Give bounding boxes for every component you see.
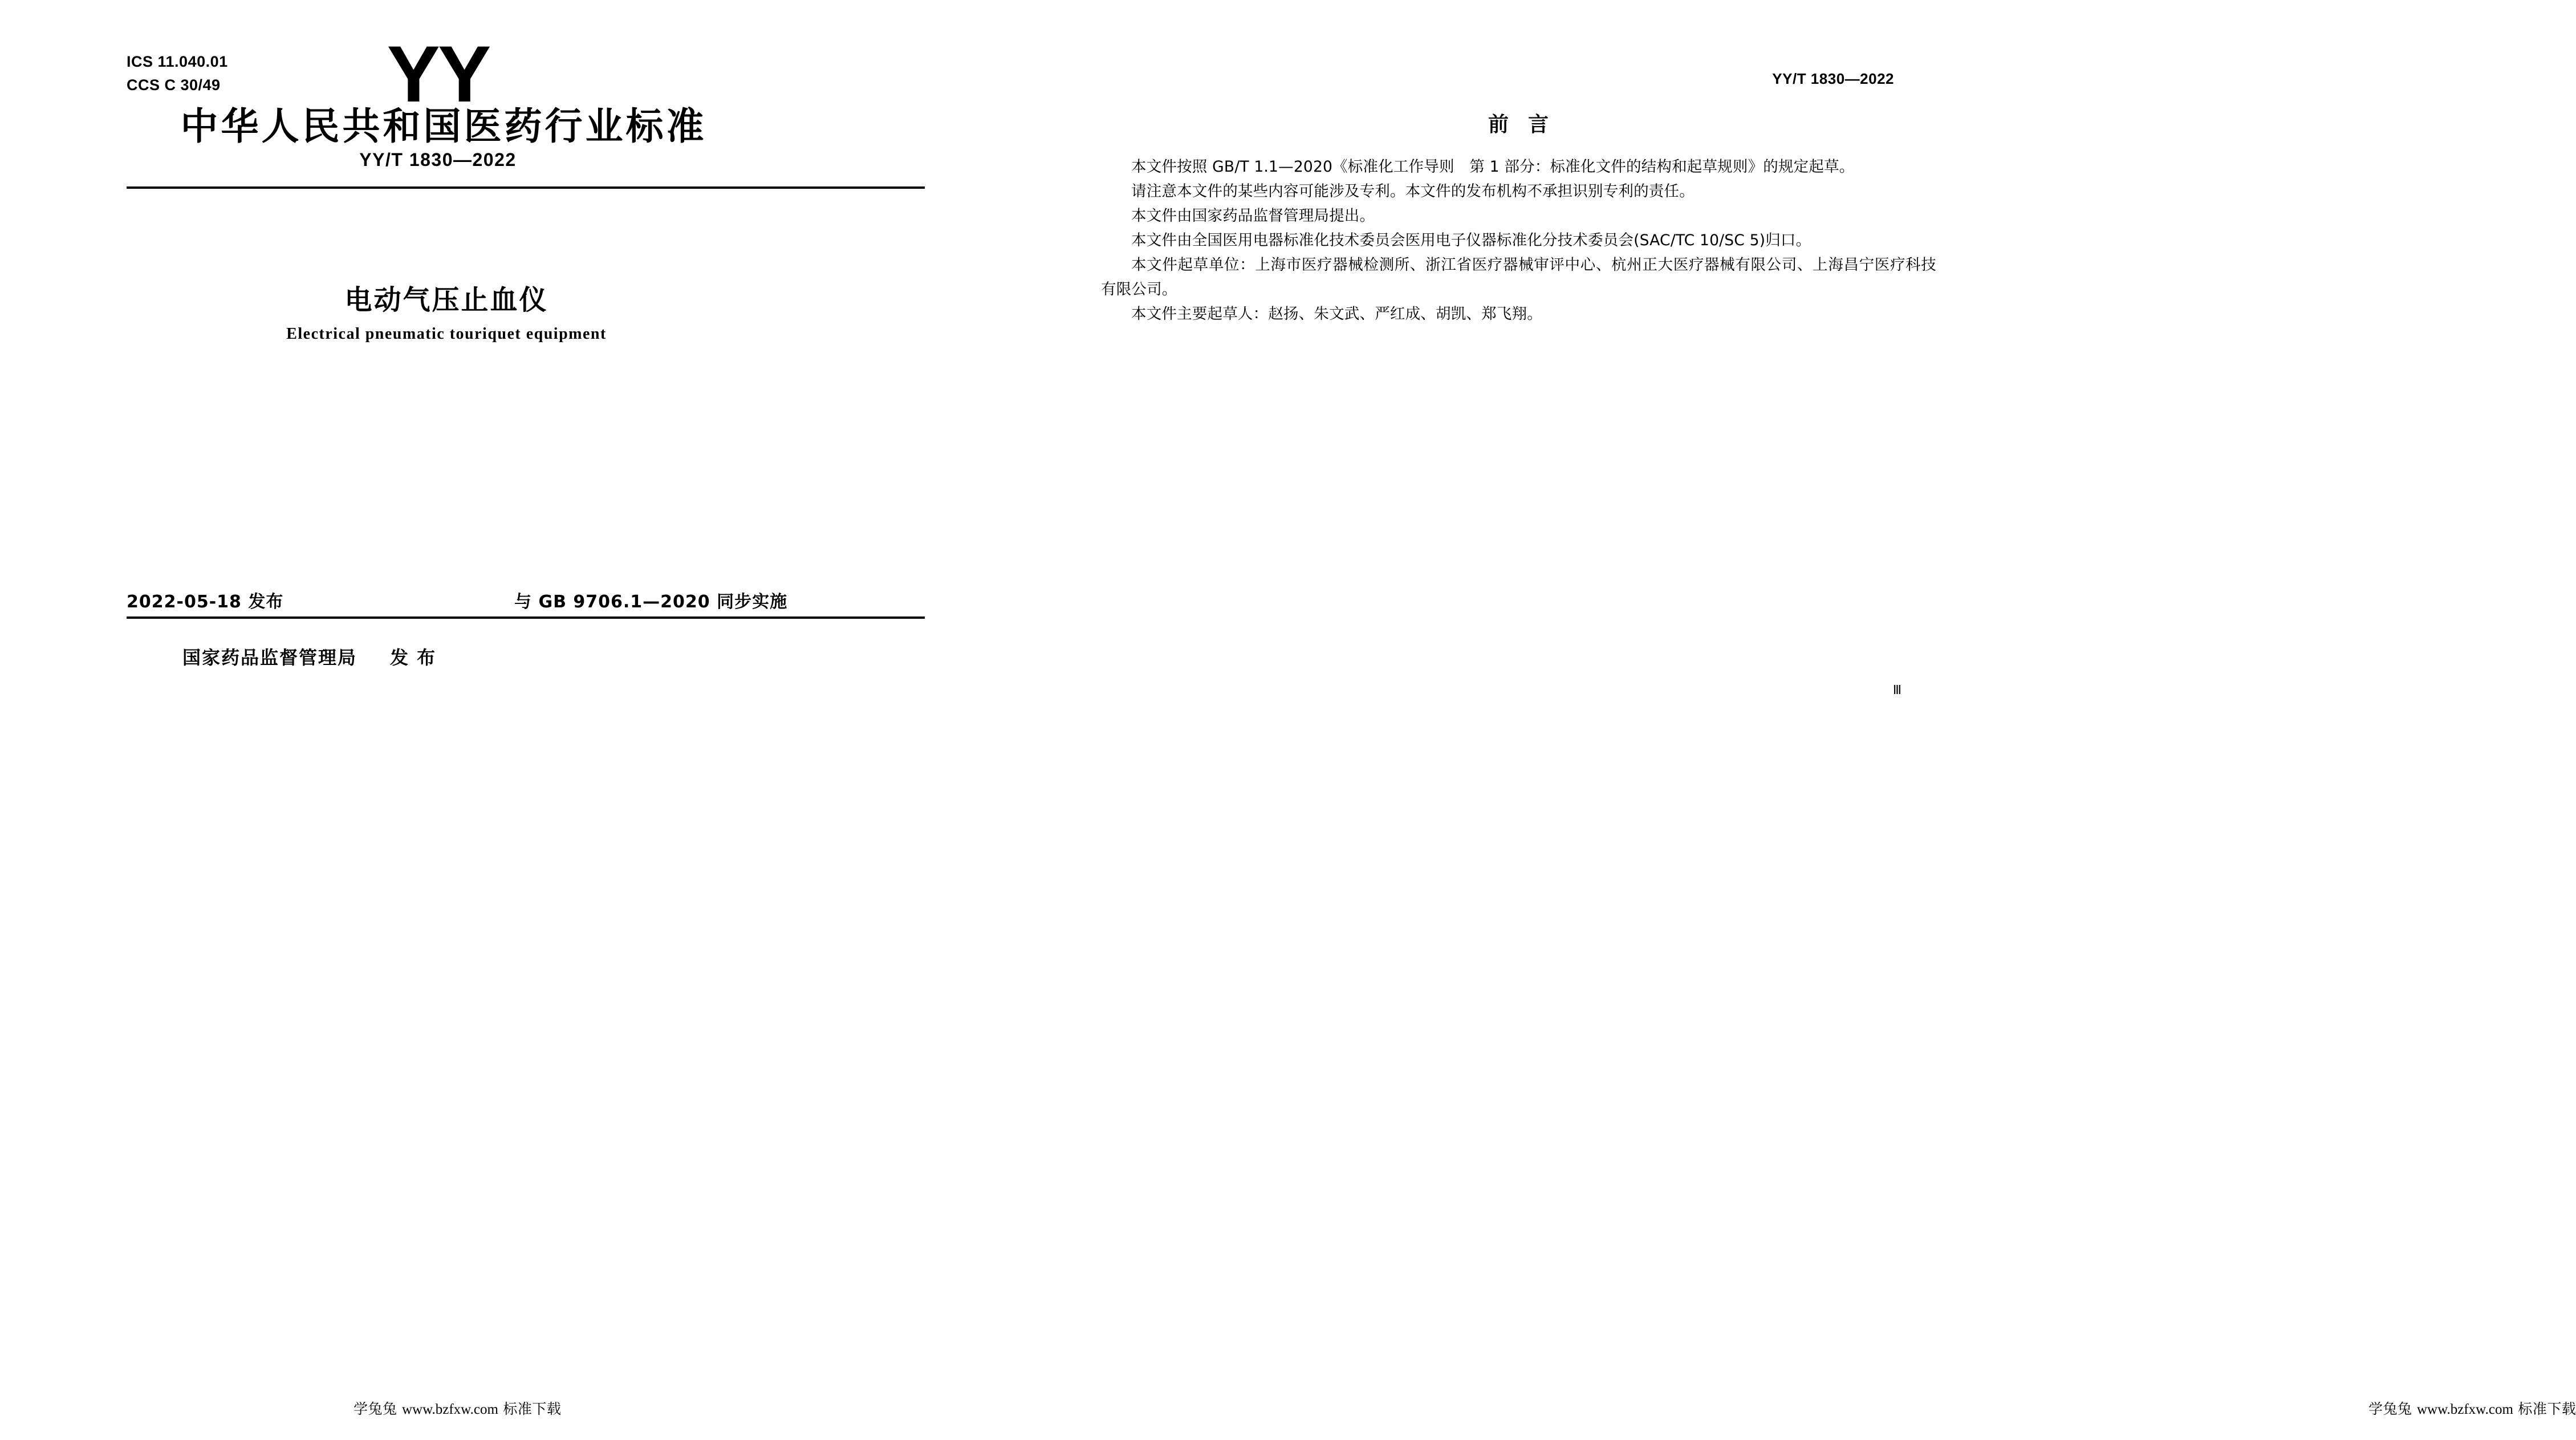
watermark-url: www.bzfxw.com [2416, 1402, 2513, 1417]
document-title-cn: 电动气压止血仪 [344, 284, 548, 316]
cover-dateline [127, 587, 925, 614]
cover-page [0, 0, 1013, 1440]
watermark-suffix: 标准下载 [503, 1401, 562, 1417]
cover-bottom-rule [127, 616, 925, 619]
running-header-standard-number: YY/T 1830—2022 [1772, 70, 1894, 87]
document-title-en: Electrical pneumatic touriquet equipment [286, 325, 607, 343]
foreword-body [1101, 155, 1936, 326]
watermark-suffix: 标准下载 [2518, 1401, 2576, 1417]
watermark-right [2368, 1398, 2576, 1418]
issuing-body-title: 中华人民共和国医药行业标准 [180, 104, 707, 148]
watermark-prefix: 学兔兔 [354, 1401, 397, 1417]
foreword-page [1013, 0, 2576, 1440]
ics-code: ICS 11.040.01 [127, 53, 228, 70]
watermark-prefix: 学兔兔 [2368, 1401, 2412, 1417]
foreword-paragraph: 本文件由全国医用电器标准化技术委员会医用电子仪器标准化分技术委员会(SAC/TC 10/SC 5)归口。 [1131, 231, 1811, 249]
implementation-note: 与 GB 9706.1—2020 同步实施 [514, 592, 788, 612]
cover-footer-block [127, 587, 925, 614]
watermark-url: www.bzfxw.com [401, 1402, 498, 1417]
foreword-title: 前 言 [1488, 113, 1550, 136]
watermark-left [354, 1398, 561, 1418]
foreword-paragraph: 本文件起草单位：上海市医疗器械检测所、浙江省医疗器械审评中心、杭州正大医疗器械有限公司、上海昌宁医疗科技有限公司。 [1101, 255, 1936, 298]
publisher-name: 国家药品监督管理局 [182, 647, 357, 668]
yy-logo: YY [387, 29, 489, 119]
cover-top-rule [127, 186, 925, 189]
page-number: Ⅲ [1892, 683, 1902, 697]
foreword-paragraph: 本文件主要起草人：赵扬、朱文武、严红成、胡凯、郑飞翔。 [1131, 305, 1542, 323]
issue-date: 2022-05-18 发布 [127, 592, 284, 612]
publish-word: 发 布 [390, 647, 437, 668]
ccs-code: CCS C 30/49 [127, 76, 221, 94]
cover-standard-number: YY/T 1830—2022 [359, 149, 517, 170]
foreword-paragraph: 本文件由国家药品监督管理局提出。 [1131, 206, 1375, 225]
foreword-paragraph: 本文件按照 GB/T 1.1—2020《标准化工作导则 第 1 部分：标准化文件的结构和起草规则》的规定起草。 [1131, 158, 1855, 176]
foreword-paragraph: 请注意本文件的某些内容可能涉及专利。本文件的发布机构不承担识别专利的责任。 [1131, 182, 1695, 200]
publisher-line [182, 643, 436, 670]
